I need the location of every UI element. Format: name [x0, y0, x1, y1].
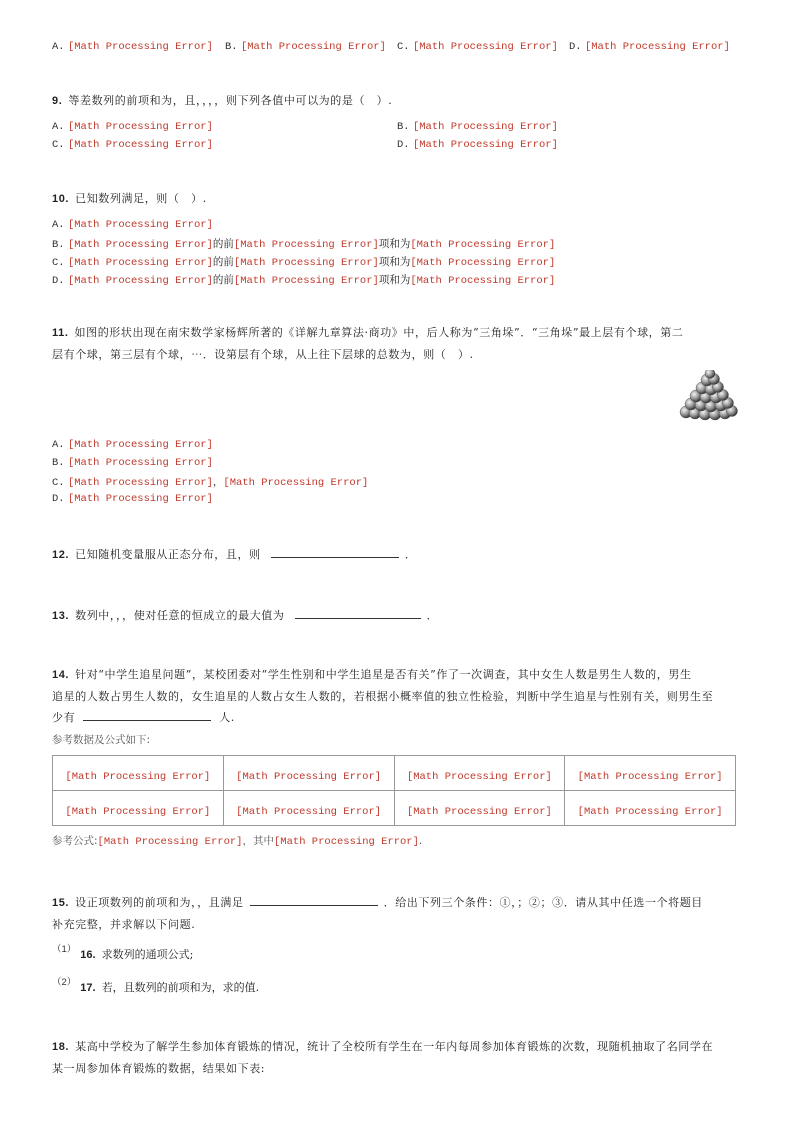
option-text: 的前 — [212, 274, 234, 286]
math-error: [Math Processing Error] — [67, 41, 213, 53]
option-text: 项和为 — [378, 274, 411, 286]
question-number: 18. — [52, 1041, 70, 1053]
question-text: 如图的形状出现在南宋数学家杨辉所著的《详解九章算法·商功》中，后人称为“三角垛”．“三角垛”最上层有个球，第二 — [74, 326, 684, 339]
question-text: 追星的人数占男生人数的，女生追星的人数占女生人数的，若根据小概率值的独立性检验，判断中学生追星与性别有关，则男生至 — [52, 690, 714, 703]
question-text: 已知数列满足，则（ ）. — [75, 192, 207, 205]
math-error: [Math Processing Error] — [67, 239, 213, 251]
math-error: [Math Processing Error] — [233, 275, 379, 287]
question-line — [52, 914, 742, 935]
table-cell — [565, 791, 736, 826]
formula-text: ，其中 — [242, 835, 274, 847]
math-error: [Math Processing Error] — [67, 257, 213, 269]
subquestion-text: 求数列的通项公式; — [101, 948, 194, 961]
math-error: [Math Processing Error] — [97, 836, 243, 848]
math-error: [Math Processing Error] — [67, 457, 213, 469]
math-error: [Math Processing Error] — [577, 770, 723, 783]
table-cell — [394, 791, 565, 826]
question-12 — [52, 544, 742, 566]
answer-blank[interactable] — [295, 606, 421, 619]
q10-option-a[interactable] — [52, 218, 213, 231]
option-letter: B. — [52, 239, 65, 251]
math-error: [Math Processing Error] — [412, 41, 558, 53]
math-error: [Math Processing Error] — [584, 41, 730, 53]
question-text: ．给出下列三个条件：①，；②；③．请从其中任选一个将题目 — [383, 896, 703, 909]
math-error: [Math Processing Error] — [236, 805, 382, 818]
q11-option-d[interactable] — [52, 492, 213, 505]
question-line — [52, 1058, 742, 1079]
option-letter: B. — [52, 457, 65, 469]
question-13 — [52, 605, 742, 627]
option-letter: A. — [52, 121, 65, 133]
question-text: 已知随机变量服从正态分布，且，则 — [75, 548, 261, 561]
subquestion-marker: （2） — [52, 977, 77, 988]
question-11 — [52, 322, 742, 365]
table-cell — [53, 756, 224, 791]
subquestion-number: 17. — [80, 982, 96, 994]
option-letter: C. — [52, 257, 65, 269]
option-letter: D. — [397, 139, 410, 151]
math-error: [Math Processing Error] — [67, 477, 213, 489]
option-letter: C. — [52, 139, 65, 151]
option-letter: B. — [397, 121, 410, 133]
math-error: [Math Processing Error] — [67, 493, 213, 505]
answer-blank[interactable] — [271, 545, 399, 558]
question-15 — [52, 892, 742, 935]
formula-text: . — [418, 835, 423, 847]
table-cell — [394, 756, 565, 791]
option-letter: A. — [52, 439, 65, 451]
subquestion-1 — [52, 946, 193, 962]
question-number: 11. — [52, 327, 69, 339]
math-error: [Math Processing Error] — [236, 770, 382, 783]
option-letter: D. — [569, 41, 582, 53]
question-number: 14. — [52, 669, 70, 681]
question-14 — [52, 664, 742, 728]
question-number: 13. — [52, 610, 70, 622]
question-line — [52, 707, 742, 728]
option-letter: B. — [225, 41, 238, 53]
q9-option-d[interactable] — [397, 138, 558, 151]
question-text: 等差数列的前项和为，且，，，，则下列各值中可以为的是（ ）. — [68, 94, 393, 107]
table-cell — [223, 791, 394, 826]
table-cell — [223, 756, 394, 791]
math-error: [Math Processing Error] — [406, 805, 552, 818]
option-text: 项和为 — [378, 256, 411, 268]
table-row — [53, 791, 736, 826]
math-error: [Math Processing Error] — [412, 121, 558, 133]
math-error: [Math Processing Error] — [65, 805, 211, 818]
question-9 — [52, 90, 742, 112]
option-letter: A. — [52, 219, 65, 231]
option-letter: C. — [52, 477, 65, 489]
question-line — [52, 1036, 742, 1058]
q9-option-b[interactable] — [397, 120, 558, 133]
answer-blank[interactable] — [83, 708, 211, 721]
question-text: 层有个球，第三层有个球，⋯．设第层有个球，从上往下层球的总数为，则（ ）. — [52, 348, 474, 361]
option-letter: D. — [52, 275, 65, 287]
math-error: [Math Processing Error] — [67, 139, 213, 151]
question-number: 15. — [52, 897, 70, 909]
question-line — [52, 686, 742, 707]
question-text: 设正项数列的前项和为，，且满足 — [75, 896, 244, 909]
q8-option-a[interactable] — [52, 40, 213, 53]
subquestion-marker: （1） — [52, 944, 77, 955]
math-error: [Math Processing Error] — [410, 275, 556, 287]
option-text: 的前 — [212, 238, 234, 250]
q11-option-b[interactable] — [52, 456, 213, 469]
ball-stack-figure — [678, 370, 738, 422]
option-text: 的前 — [212, 256, 234, 268]
q10-option-b[interactable] — [52, 236, 555, 251]
question-text: 针对“中学生追星问题”，某校团委对“学生性别和中学生追星是否有关”作了一次调查，其中女生人数是男生人数的，男生 — [75, 668, 692, 681]
question-line — [52, 892, 742, 914]
reference-title: 参考数据及公式如下: — [52, 734, 151, 746]
math-error: [Math Processing Error] — [233, 239, 379, 251]
question-text: 数列中，，，使对任意的恒成立的最大值为 — [75, 609, 285, 622]
reference-table — [52, 755, 736, 826]
q9-option-c[interactable] — [52, 138, 213, 151]
question-text: 补充完整，并求解以下问题. — [52, 918, 196, 931]
answer-blank[interactable] — [250, 893, 378, 906]
question-line — [52, 322, 742, 344]
math-error: [Math Processing Error] — [67, 121, 213, 133]
math-error: [Math Processing Error] — [410, 257, 556, 269]
math-error: [Math Processing Error] — [240, 41, 386, 53]
option-text: 项和为 — [378, 238, 411, 250]
option-letter: A. — [52, 41, 65, 53]
q10-option-c[interactable] — [52, 254, 555, 269]
formula-label: 参考公式: — [52, 835, 98, 847]
question-line — [52, 664, 742, 686]
q11-option-a[interactable] — [52, 438, 213, 451]
question-text: 某一周参加体育锻炼的数据，结果如下表: — [52, 1062, 266, 1075]
subquestion-text: 若，且数列的前项和为，求的值. — [101, 981, 260, 994]
option-letter: D. — [52, 493, 65, 505]
q8-option-b[interactable] — [225, 40, 386, 53]
question-text: 某高中学校为了解学生参加体育锻炼的情况，统计了全校所有学生在一年内每周参加体育锻炼的次数，现随机抽取了名同学在 — [75, 1040, 714, 1053]
question-number: 10. — [52, 193, 70, 205]
reference-formula — [52, 833, 422, 848]
q11-option-c[interactable] — [52, 474, 368, 489]
question-number: 12. — [52, 549, 70, 561]
subquestion-2 — [52, 979, 259, 995]
q9-option-a[interactable] — [52, 120, 213, 133]
question-10 — [52, 188, 742, 210]
math-error: [Math Processing Error] — [67, 439, 213, 451]
question-18 — [52, 1036, 742, 1079]
question-text: ． — [426, 609, 439, 622]
math-error: [Math Processing Error] — [412, 139, 558, 151]
q8-option-d[interactable] — [569, 40, 730, 53]
question-text: 少有 — [52, 711, 76, 724]
subquestion-number: 16. — [80, 949, 96, 961]
question-text: ． — [404, 548, 417, 561]
math-error: [Math Processing Error] — [65, 770, 211, 783]
math-error: [Math Processing Error] — [223, 477, 369, 489]
table-row — [53, 756, 736, 791]
q8-option-c[interactable] — [397, 40, 558, 53]
question-number: 9. — [52, 95, 63, 107]
math-error: [Math Processing Error] — [273, 836, 419, 848]
question-line — [52, 344, 742, 365]
q10-option-d[interactable] — [52, 272, 555, 287]
table-cell — [565, 756, 736, 791]
math-error: [Math Processing Error] — [577, 805, 723, 818]
math-error: [Math Processing Error] — [233, 257, 379, 269]
math-error: [Math Processing Error] — [406, 770, 552, 783]
math-error: [Math Processing Error] — [410, 239, 556, 251]
option-text: ， — [212, 476, 224, 488]
question-text: 人. — [219, 711, 235, 724]
table-cell — [53, 791, 224, 826]
math-error: [Math Processing Error] — [67, 275, 213, 287]
math-error: [Math Processing Error] — [67, 219, 213, 231]
option-letter: C. — [397, 41, 410, 53]
